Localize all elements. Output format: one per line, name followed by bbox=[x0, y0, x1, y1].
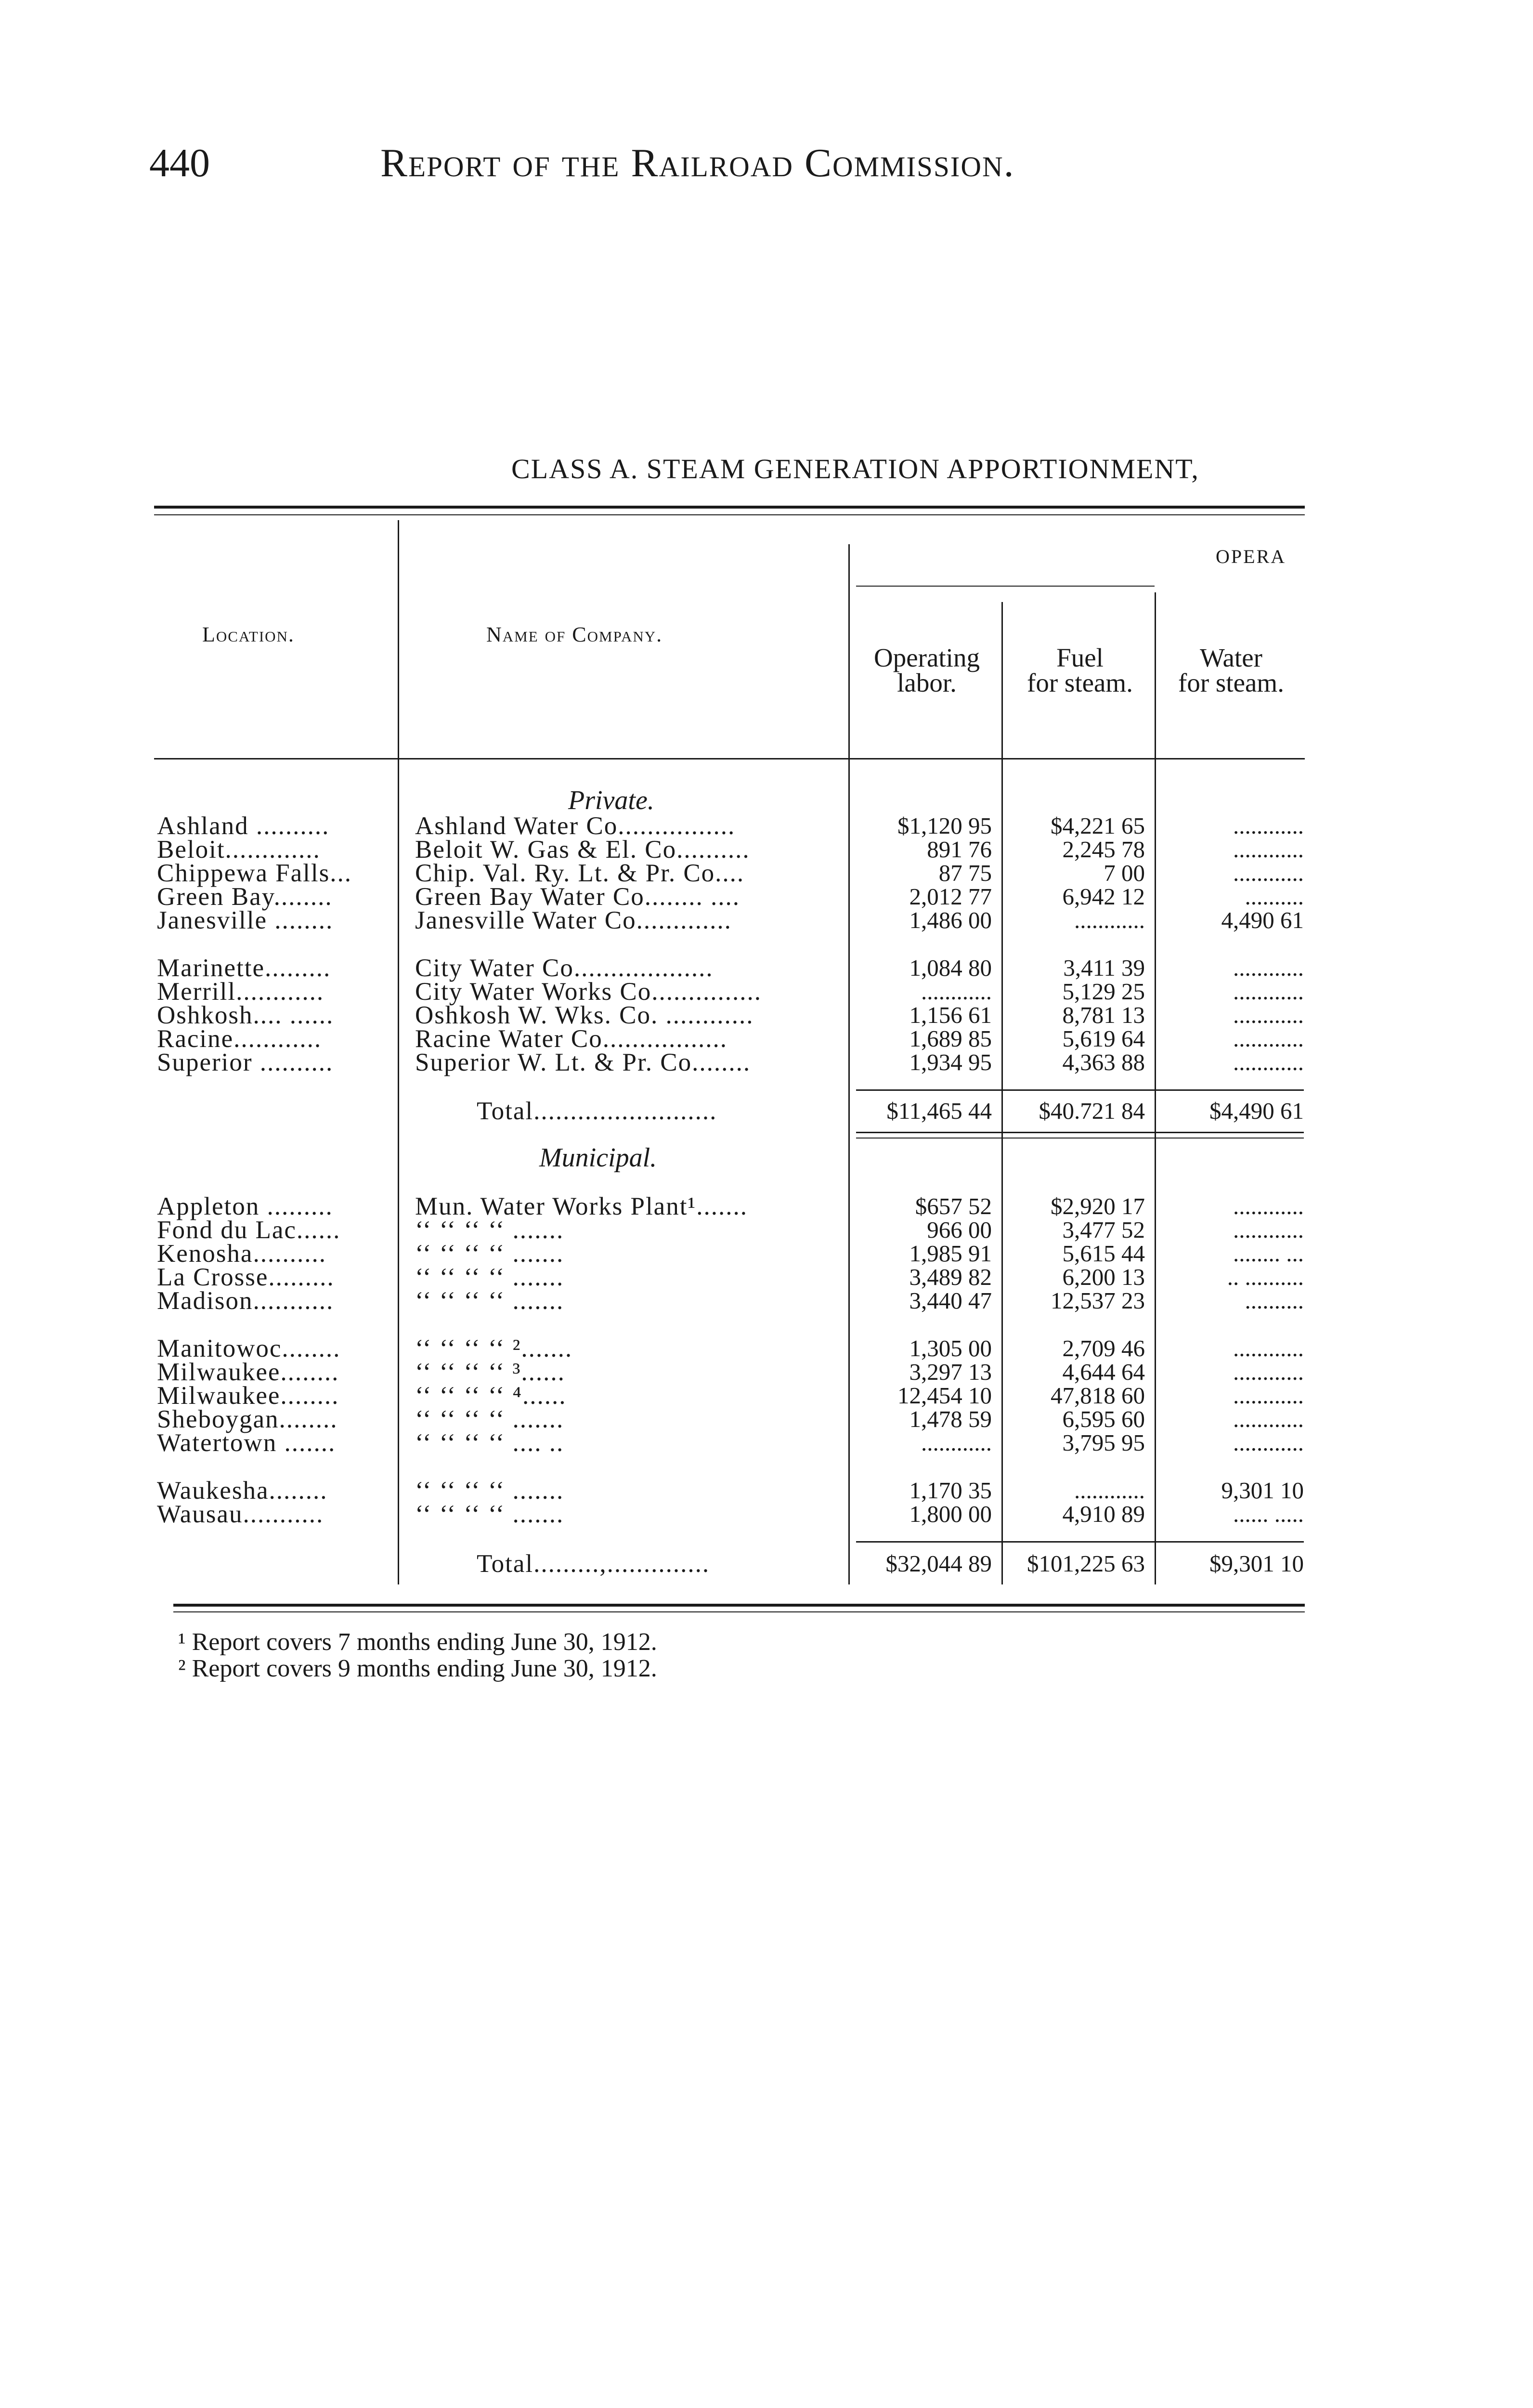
col-rule-location bbox=[398, 520, 399, 1584]
company-cell: City Water Co................... bbox=[415, 954, 714, 982]
company-cell: ‘‘ ‘‘ ‘‘ ‘‘ ....... bbox=[415, 1263, 564, 1291]
water-cell: .......... bbox=[1245, 1287, 1304, 1314]
header-bottom-rule bbox=[154, 758, 1305, 759]
bottom-rule-inner bbox=[173, 1611, 1305, 1612]
fuel-cell: 6,200 13 bbox=[1062, 1264, 1145, 1290]
company-cell: ‘‘ ‘‘ ‘‘ ‘‘ ....... bbox=[415, 1405, 564, 1433]
fuel-cell: 5,619 64 bbox=[1062, 1025, 1145, 1052]
company-cell: Green Bay Water Co........ .... bbox=[415, 883, 740, 911]
municipal-total-rule-top bbox=[856, 1541, 1304, 1543]
water-cell: ............ bbox=[1233, 1335, 1304, 1361]
location-cell: Marinette......... bbox=[157, 954, 331, 982]
header-company: Name of Company. bbox=[486, 623, 663, 646]
company-cell: ‘‘ ‘‘ ‘‘ ‘‘ .... .. bbox=[415, 1429, 564, 1457]
location-cell: Manitowoc........ bbox=[157, 1335, 341, 1362]
location-cell: Janesville ........ bbox=[157, 906, 334, 934]
location-cell: Wausau........... bbox=[157, 1500, 324, 1528]
labor-cell: 966 00 bbox=[927, 1217, 992, 1243]
company-cell: City Water Works Co............... bbox=[415, 978, 762, 1006]
fuel-cell: $4,221 65 bbox=[1051, 812, 1145, 839]
labor-cell: 2,012 77 bbox=[909, 883, 992, 910]
top-rule bbox=[154, 506, 1305, 509]
location-cell: Superior .......... bbox=[157, 1048, 334, 1076]
private-total-labor: $11,465 44 bbox=[886, 1098, 992, 1124]
section-municipal: Municipal. bbox=[539, 1143, 657, 1173]
labor-cell: ............ bbox=[921, 1429, 992, 1456]
labor-cell: 1,305 00 bbox=[909, 1335, 992, 1361]
company-cell: ‘‘ ‘‘ ‘‘ ‘‘ ²....... bbox=[415, 1335, 573, 1362]
water-cell: .......... bbox=[1245, 883, 1304, 910]
group-header-opera: OPERA bbox=[1216, 546, 1286, 567]
location-cell: Milwaukee........ bbox=[157, 1358, 339, 1386]
water-cell: ...... ..... bbox=[1233, 1501, 1304, 1527]
water-cell: ........ ... bbox=[1233, 1240, 1304, 1267]
labor-cell: 3,440 47 bbox=[909, 1287, 992, 1314]
labor-cell: 1,084 80 bbox=[909, 955, 992, 981]
fuel-cell: 4,363 88 bbox=[1062, 1049, 1145, 1075]
company-cell: Mun. Water Works Plant¹....... bbox=[415, 1192, 748, 1220]
location-cell: Racine............ bbox=[157, 1025, 322, 1053]
fuel-cell: 3,477 52 bbox=[1062, 1217, 1145, 1243]
labor-cell: 3,489 82 bbox=[909, 1264, 992, 1290]
water-cell: ............ bbox=[1233, 1049, 1304, 1075]
labor-cell: $657 52 bbox=[915, 1193, 992, 1219]
fuel-cell: 3,795 95 bbox=[1062, 1429, 1145, 1456]
location-cell: Fond du Lac...... bbox=[157, 1216, 341, 1244]
fuel-cell: 5,129 25 bbox=[1062, 978, 1145, 1005]
private-total-rule-bottom-2 bbox=[856, 1138, 1304, 1139]
bottom-rule bbox=[173, 1604, 1305, 1607]
water-cell: ............ bbox=[1233, 1406, 1304, 1432]
col-rule-fuel bbox=[1155, 592, 1156, 1584]
company-cell: Oshkosh W. Wks. Co. ............ bbox=[415, 1001, 754, 1029]
water-cell: ............ bbox=[1233, 955, 1304, 981]
company-cell: Ashland Water Co................ bbox=[415, 812, 736, 840]
location-cell: Sheboygan........ bbox=[157, 1405, 338, 1433]
municipal-total-labor: $32,044 89 bbox=[885, 1550, 992, 1577]
fuel-cell: 6,595 60 bbox=[1062, 1406, 1145, 1432]
location-cell: Waukesha........ bbox=[157, 1477, 328, 1505]
water-cell: ............ bbox=[1233, 1217, 1304, 1243]
water-cell: ............ bbox=[1233, 1382, 1304, 1409]
water-cell: 4,490 61 bbox=[1221, 907, 1304, 933]
header-operating-labor: Operating labor. bbox=[874, 643, 980, 697]
water-cell: 9,301 10 bbox=[1221, 1477, 1304, 1504]
municipal-total-water: $9,301 10 bbox=[1209, 1550, 1304, 1577]
fuel-cell: $2,920 17 bbox=[1051, 1193, 1145, 1219]
company-cell: Chip. Val. Ry. Lt. & Pr. Co.... bbox=[415, 859, 745, 887]
private-total-water: $4,490 61 bbox=[1209, 1098, 1304, 1124]
fuel-cell: 47,818 60 bbox=[1051, 1382, 1145, 1409]
fuel-cell: 2,245 78 bbox=[1062, 836, 1145, 863]
labor-cell: 1,689 85 bbox=[909, 1025, 992, 1052]
location-cell: Green Bay........ bbox=[157, 883, 333, 911]
location-cell: Chippewa Falls... bbox=[157, 859, 352, 887]
footnote-1: ¹ Report covers 7 months ending June 30, 1912. bbox=[178, 1628, 657, 1656]
labor-cell: 1,156 61 bbox=[909, 1002, 992, 1028]
company-cell: ‘‘ ‘‘ ‘‘ ‘‘ ....... bbox=[415, 1216, 564, 1244]
company-cell: ‘‘ ‘‘ ‘‘ ‘‘ ⁴...... bbox=[415, 1382, 567, 1410]
location-cell: Merrill............ bbox=[157, 978, 325, 1006]
company-cell: ‘‘ ‘‘ ‘‘ ‘‘ ....... bbox=[415, 1500, 564, 1528]
location-cell: Ashland .......... bbox=[157, 812, 330, 840]
labor-cell: ............ bbox=[921, 978, 992, 1005]
company-cell: Racine Water Co................. bbox=[415, 1025, 728, 1053]
water-cell: ............ bbox=[1233, 812, 1304, 839]
labor-cell: 1,985 91 bbox=[909, 1240, 992, 1267]
footnote-2: ² Report covers 9 months ending June 30, 1912. bbox=[178, 1655, 657, 1682]
header-location: Location. bbox=[202, 623, 295, 646]
company-cell: Beloit W. Gas & El. Co.......... bbox=[415, 836, 750, 864]
location-cell: Kenosha.......... bbox=[157, 1240, 326, 1268]
water-cell: ............ bbox=[1233, 1193, 1304, 1219]
labor-cell: $1,120 95 bbox=[897, 812, 992, 839]
location-cell: Beloit............. bbox=[157, 836, 321, 864]
private-total-label: Total......................... bbox=[477, 1097, 717, 1125]
fuel-cell: 2,709 46 bbox=[1062, 1335, 1145, 1361]
fuel-cell: 7 00 bbox=[1104, 860, 1145, 886]
header-water: Water for steam. bbox=[1178, 643, 1284, 697]
section-private: Private. bbox=[568, 785, 654, 815]
labor-cell: 87 75 bbox=[938, 860, 992, 886]
municipal-total-fuel: $101,225 63 bbox=[1027, 1550, 1145, 1577]
fuel-cell: 6,942 12 bbox=[1062, 883, 1145, 910]
water-cell: ............ bbox=[1233, 860, 1304, 886]
private-total-fuel: $40.721 84 bbox=[1039, 1098, 1145, 1124]
labor-cell: 3,297 13 bbox=[909, 1359, 992, 1385]
fuel-cell: 4,644 64 bbox=[1062, 1359, 1145, 1385]
water-cell: ............ bbox=[1233, 978, 1304, 1005]
page-number: 440 bbox=[149, 141, 210, 185]
location-cell: Madison........... bbox=[157, 1287, 334, 1315]
water-cell: .. .......... bbox=[1227, 1264, 1304, 1290]
labor-cell: 891 76 bbox=[927, 836, 992, 863]
location-cell: Appleton ......... bbox=[157, 1192, 333, 1220]
company-cell: ‘‘ ‘‘ ‘‘ ‘‘ ....... bbox=[415, 1287, 564, 1315]
water-cell: ............ bbox=[1233, 1002, 1304, 1028]
labor-cell: 1,934 95 bbox=[909, 1049, 992, 1075]
fuel-cell: ............ bbox=[1074, 1477, 1145, 1504]
water-cell: ............ bbox=[1233, 1429, 1304, 1456]
water-cell: ............ bbox=[1233, 1025, 1304, 1052]
location-cell: Oshkosh.... ...... bbox=[157, 1001, 334, 1029]
running-title: Report of the Railroad Commission. bbox=[380, 141, 1015, 185]
private-total-rule-top bbox=[856, 1089, 1304, 1091]
private-total-rule-bottom bbox=[856, 1132, 1304, 1133]
water-cell: ............ bbox=[1233, 836, 1304, 863]
location-cell: Watertown ....... bbox=[157, 1429, 336, 1457]
company-cell: Janesville Water Co............. bbox=[415, 906, 732, 934]
labor-cell: 1,800 00 bbox=[909, 1501, 992, 1527]
municipal-total-label: Total.........,.............. bbox=[477, 1550, 710, 1578]
labor-cell: 1,486 00 bbox=[909, 907, 992, 933]
fuel-cell: 8,781 13 bbox=[1062, 1002, 1145, 1028]
fuel-cell: 3,411 39 bbox=[1063, 955, 1145, 981]
water-cell: ............ bbox=[1233, 1359, 1304, 1385]
fuel-cell: 5,615 44 bbox=[1062, 1240, 1145, 1267]
location-cell: La Crosse......... bbox=[157, 1263, 335, 1291]
fuel-cell: 4,910 89 bbox=[1062, 1501, 1145, 1527]
group-header-rule bbox=[856, 586, 1155, 587]
company-cell: ‘‘ ‘‘ ‘‘ ‘‘ ....... bbox=[415, 1240, 564, 1268]
labor-cell: 12,454 10 bbox=[897, 1382, 992, 1409]
fuel-cell: 12,537 23 bbox=[1051, 1287, 1145, 1314]
company-cell: ‘‘ ‘‘ ‘‘ ‘‘ ³...... bbox=[415, 1358, 565, 1386]
labor-cell: 1,170 35 bbox=[909, 1477, 992, 1504]
location-cell: Milwaukee........ bbox=[157, 1382, 339, 1410]
fuel-cell: ............ bbox=[1074, 907, 1145, 933]
top-rule-inner bbox=[154, 514, 1305, 515]
company-cell: ‘‘ ‘‘ ‘‘ ‘‘ ....... bbox=[415, 1477, 564, 1505]
company-cell: Superior W. Lt. & Pr. Co........ bbox=[415, 1048, 751, 1076]
header-fuel: Fuel for steam. bbox=[1027, 643, 1133, 697]
labor-cell: 1,478 59 bbox=[909, 1406, 992, 1432]
table-title: CLASS A. STEAM GENERATION APPORTIONMENT, bbox=[511, 453, 1199, 484]
